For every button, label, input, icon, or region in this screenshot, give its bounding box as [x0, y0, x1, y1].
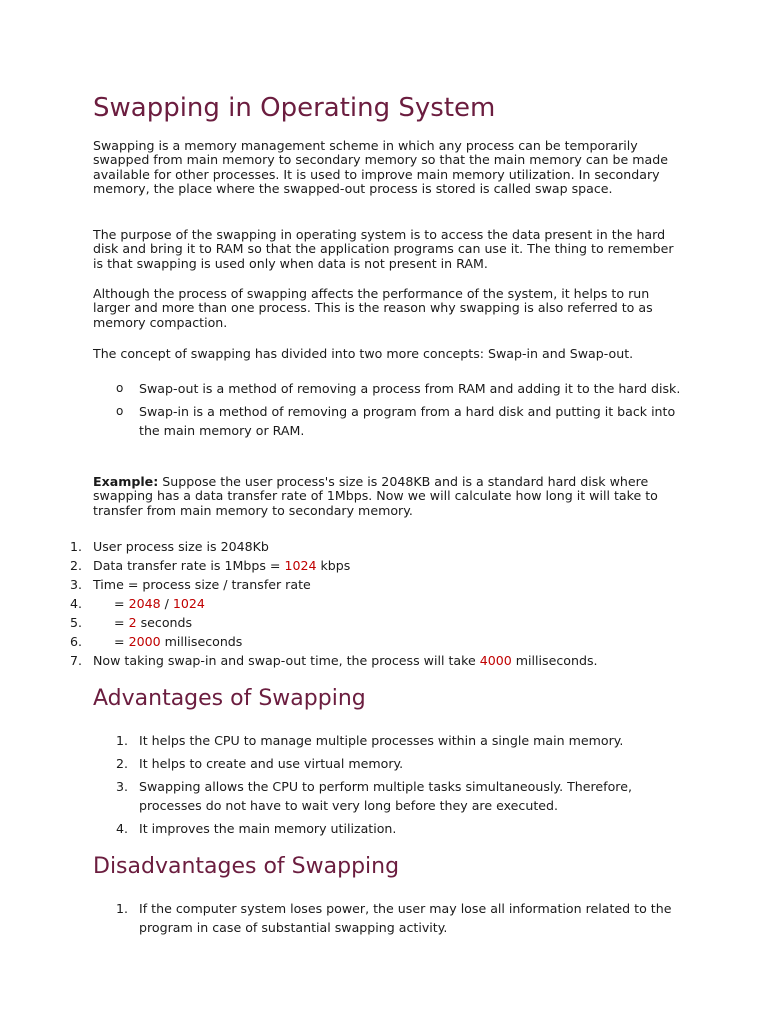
advantages-list: [0, 731, 680, 842]
step-number: 5.: [69, 615, 82, 630]
swap-concepts-list: [93, 379, 683, 444]
item-number: 2.: [115, 755, 128, 771]
step-text: Time = process size / transfer rate: [93, 577, 311, 592]
performance-paragraph: Although the process of swapping affects the performance of the system, it helps to run larger and more than one process. This is the reason why swapping is also referred to as memory compaction.: [93, 286, 653, 330]
page-title: Swapping in Operating System: [93, 93, 496, 123]
step-text: =: [114, 596, 129, 611]
swap-out-text: Swap-out is a method of removing a process from RAM and adding it to the hard disk.: [139, 381, 681, 396]
calc-step: [0, 651, 700, 670]
disadvantages-list: [0, 899, 680, 941]
bullet-marker: o: [116, 403, 124, 418]
item-number: 1.: [115, 901, 128, 916]
item-text: It helps the CPU to manage multiple processes within a single main memory.: [139, 733, 624, 748]
calc-step: [0, 575, 700, 594]
item-text: If the computer system loses power, the user may lose all information related to the program in case of substantial swapping activity.: [139, 901, 672, 936]
step-number: 2.: [69, 558, 82, 573]
highlight-value: 1024: [284, 558, 317, 573]
calculation-list: [0, 537, 700, 670]
example-text: Suppose the user process's size is 2048KB and is a standard hard disk where swapping has a data transfer rate of 1Mbps. Now we will calculate how long it will take to transfer from main memory to secondary memory.: [93, 474, 658, 518]
item-text: It helps to create and use virtual memory.: [139, 755, 404, 771]
step-number: 6.: [69, 634, 82, 649]
advantages-heading: Advantages of Swapping: [93, 686, 366, 711]
step-text: =: [114, 634, 129, 649]
example-label: Example:: [93, 474, 159, 489]
highlight-value: 2048: [128, 596, 161, 611]
step-text-mid: /: [160, 596, 173, 611]
item-number: 3.: [115, 778, 128, 794]
swap-in-text: Swap-in is a method of removing a program from a hard disk and putting it back into the main memory or RAM.: [139, 403, 676, 438]
list-item: [0, 777, 680, 816]
calc-step: [0, 632, 700, 651]
step-text-tail: seconds: [136, 615, 193, 630]
calc-step: [0, 556, 700, 575]
highlight-value-2: 1024: [172, 596, 205, 611]
step-number: 4.: [69, 596, 82, 611]
item-text: Swapping allows the CPU to perform multiple tasks simultaneously. Therefore, processes do not have to wait very long before they are executed.: [139, 778, 632, 814]
step-text: =: [114, 615, 129, 630]
step-text-tail: kbps: [316, 558, 351, 573]
highlight-value: 2000: [128, 634, 161, 649]
list-item: [0, 754, 680, 773]
list-item: [0, 899, 680, 938]
example-paragraph: [93, 475, 683, 518]
calc-step: [0, 594, 700, 613]
highlight-value: 2: [128, 615, 137, 630]
step-text-tail: milliseconds: [160, 634, 243, 649]
purpose-paragraph: The purpose of the swapping in operating system is to access the data present in the hard disk and bring it to RAM so that the application programs can use it. The thing to remember is that swapping is used only when data is not present in RAM.: [93, 227, 674, 271]
list-item: [0, 819, 680, 838]
calc-step: [0, 613, 700, 632]
step-number: 3.: [69, 577, 82, 592]
step-text: Data transfer rate is 1Mbps =: [93, 558, 285, 573]
item-text: It improves the main memory utilization.: [139, 820, 397, 836]
step-text-tail: milliseconds.: [511, 653, 598, 668]
calc-step: [0, 537, 700, 556]
step-text: Now taking swap-in and swap-out time, the process will take: [93, 653, 480, 668]
concept-paragraph: The concept of swapping has divided into two more concepts: Swap-in and Swap-out.: [93, 346, 634, 361]
item-number: 1.: [115, 733, 128, 748]
list-item: [93, 402, 683, 441]
item-number: 4.: [115, 820, 128, 836]
list-item: [0, 731, 680, 750]
intro-paragraph: Swapping is a memory management scheme in which any process can be temporarily swapped from main memory to secondary memory so that the main memory can be made available for other processes. It is used to improve main memory utilization. In secondary memory, the place where the swapped-out process is stored is called swap space.: [93, 138, 668, 197]
highlight-value: 4000: [479, 653, 512, 668]
bullet-marker: o: [116, 381, 124, 395]
step-number: 1.: [69, 539, 82, 554]
disadvantages-heading: Disadvantages of Swapping: [93, 854, 400, 879]
list-item: [93, 379, 683, 398]
step-text: User process size is 2048Kb: [93, 539, 269, 554]
step-number: 7.: [69, 653, 82, 668]
